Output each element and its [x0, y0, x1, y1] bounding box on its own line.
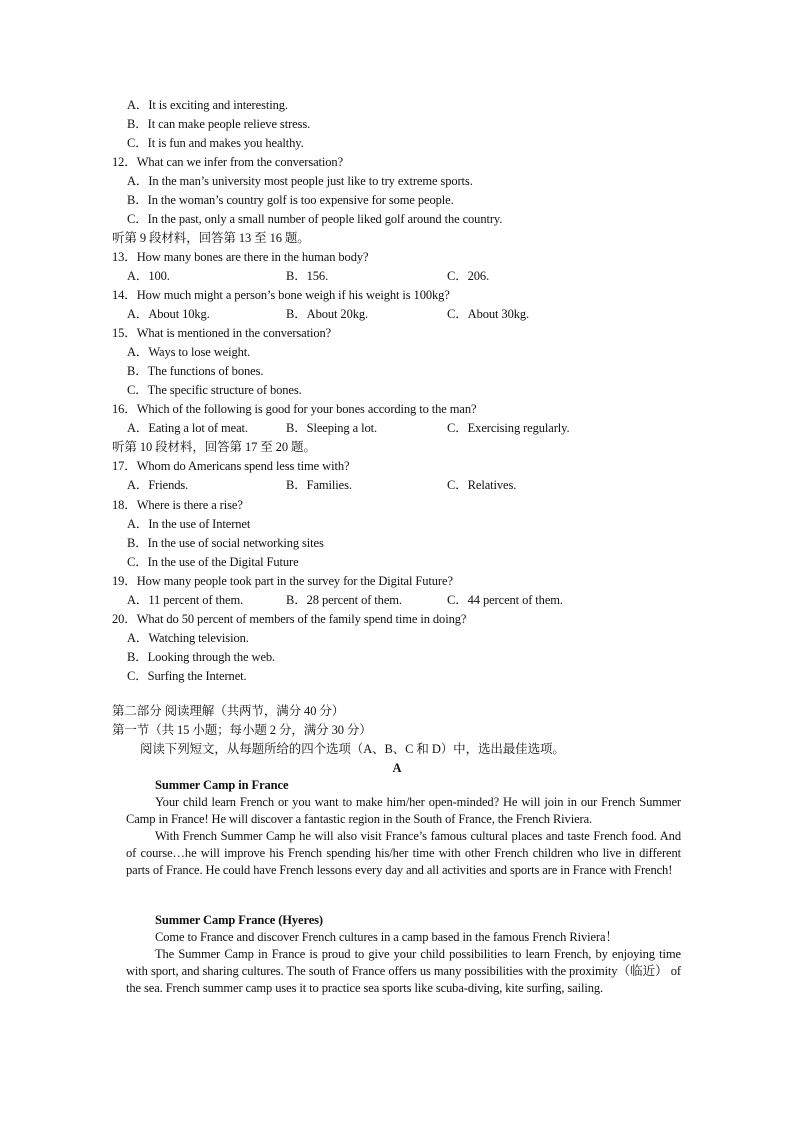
q11-option-b: B．It can make people relieve stress. [127, 117, 311, 131]
passage-paragraph-4: The Summer Camp in France is proud to give your child possibilities to learn French, by enjoying time with sport, and sharing cultures. The south of France offers us many possibilities with the proximity（临近） of the sea. French summer camp uses it to practice sea sports like scuba-diving, kite surfing, sailing. [126, 947, 681, 995]
q13-option-a: A．100. [127, 269, 170, 283]
q11-option-c: C．It is fun and makes you healthy. [127, 136, 304, 150]
q16-stem: 16．Which of the following is good for your bones according to the man? [112, 402, 477, 416]
q17-option-b: B．Families. [286, 478, 352, 492]
q15-stem: 15．What is mentioned in the conversation? [112, 326, 332, 340]
q12-option-c: C．In the past, only a small number of people liked golf around the country. [127, 212, 503, 226]
q15-option-b: B．The functions of bones. [127, 364, 264, 378]
q20-stem: 20．What do 50 percent of members of the family spend time in doing? [112, 612, 467, 626]
passage-paragraph-3: Come to France and discover French cultures in a camp based in the famous French Riviera！ [155, 930, 618, 944]
q19-option-a: A．11 percent of them. [127, 593, 244, 607]
q19-stem: 19．How many people took part in the survey for the Digital Future? [112, 574, 453, 588]
passage-letter: A [392, 761, 402, 775]
passage-body-1 [126, 794, 681, 879]
section1-title: 第一节（共 15 小题；每小题 2 分，满分 30 分） [112, 723, 372, 737]
q17-option-a: A．Friends. [127, 478, 189, 492]
q18-option-c: C．In the use of the Digital Future [127, 555, 299, 569]
q15-option-c: C．The specific structure of bones. [127, 383, 302, 397]
part2-title: 第二部分 阅读理解（共两节，满分 40 分） [112, 704, 345, 718]
q12-stem: 12．What can we infer from the conversation? [112, 155, 344, 169]
q13-option-b: B．156. [286, 269, 329, 283]
q17-option-c: C．Relatives. [447, 478, 517, 492]
q16-option-b: B．Sleeping a lot. [286, 421, 378, 435]
passage-title-2: Summer Camp France (Hyeres) [155, 913, 323, 927]
passage-paragraph-1: Your child learn French or you want to make him/her open-minded? He will join in our French Summer Camp in France! He will discover a fantastic region in the South of France, the French Riviera. [126, 795, 681, 826]
q18-option-a: A．In the use of Internet [127, 517, 251, 531]
passage-body-2 [126, 929, 681, 997]
q16-option-a: A．Eating a lot of meat. [127, 421, 248, 435]
q14-option-a: A．About 10kg. [127, 307, 210, 321]
q12-option-a: A．In the man’s university most people just like to try extreme sports. [127, 174, 473, 188]
q18-stem: 18．Where is there a rise? [112, 498, 243, 512]
q14-option-c: C．About 30kg. [447, 307, 530, 321]
q11-option-a: A．It is exciting and interesting. [127, 98, 288, 112]
section9-instruction: 听第 9 段材料，回答第 13 至 16 题。 [112, 231, 310, 245]
q14-stem: 14．How much might a person’s bone weigh if his weight is 100kg? [112, 288, 450, 302]
q13-option-c: C．206. [447, 269, 490, 283]
q20-option-a: A．Watching television. [127, 631, 249, 645]
q19-option-b: B．28 percent of them. [286, 593, 402, 607]
q18-option-b: B．In the use of social networking sites [127, 536, 324, 550]
section10-instruction: 听第 10 段材料，回答第 17 至 20 题。 [112, 440, 316, 454]
q15-option-a: A．Ways to lose weight. [127, 345, 251, 359]
q19-option-c: C．44 percent of them. [447, 593, 563, 607]
q16-option-c: C．Exercising regularly. [447, 421, 570, 435]
q14-option-b: B．About 20kg. [286, 307, 369, 321]
q17-stem: 17．Whom do Americans spend less time with? [112, 459, 350, 473]
q13-stem: 13．How many bones are there in the human body? [112, 250, 369, 264]
q20-option-b: B．Looking through the web. [127, 650, 276, 664]
q20-option-c: C．Surfing the Internet. [127, 669, 247, 683]
passage-title-1: Summer Camp in France [155, 778, 289, 792]
reading-instruction: 阅读下列短文，从每题所给的四个选项（A、B、C 和 D）中，选出最佳选项。 [140, 742, 565, 756]
passage-paragraph-2: With French Summer Camp he will also visit France’s famous cultural places and taste French food. And of course…he will improve his French spending his/her time with other French children who live in different parts of France. He could have French lessons every day and all activities and sports are in France with French! [126, 829, 681, 877]
q12-option-b: B．In the woman’s country golf is too expensive for some people. [127, 193, 454, 207]
